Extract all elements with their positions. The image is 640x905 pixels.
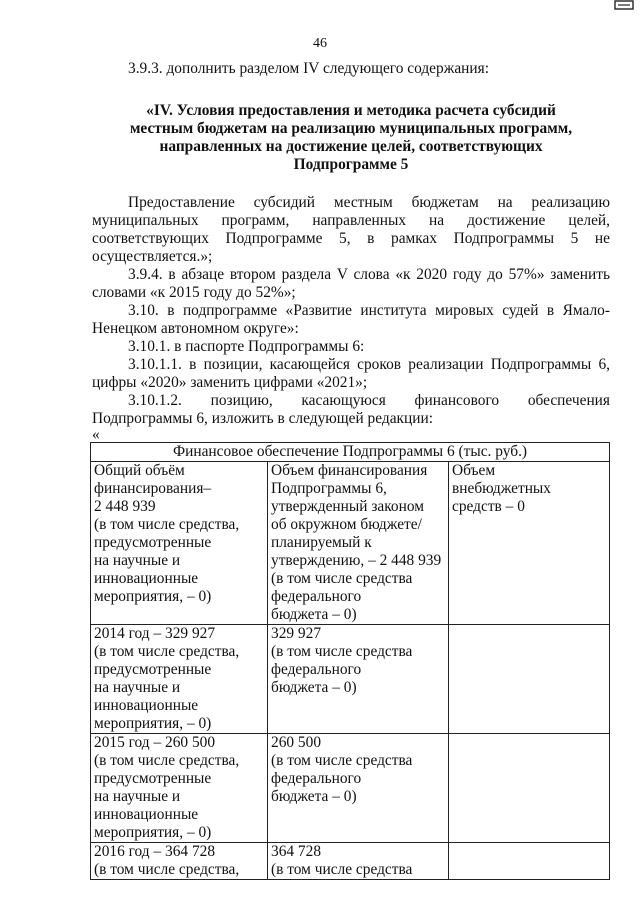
cell-line: (в том числе средства [271,570,413,587]
cell-line: Общий объём [94,462,185,479]
table-title: Финансовое обеспечение Подпрограммы 6 (тыс. руб.) [91,443,610,462]
table-row [91,625,610,734]
table-cell-empty [449,843,610,880]
cell-line: инновационные [94,697,199,714]
corner-mark-icon [614,0,634,12]
cell-line: Подпрограммы 6, [271,480,387,497]
cell-line: мероприятия, – 0) [94,715,212,732]
cell-line: 364 728 [271,843,322,860]
cell-line: 2014 год – 329 927 [94,625,216,642]
cell-line: на научные и [94,679,181,696]
table-cell [91,843,268,880]
table-cell [91,734,268,843]
heading-line: местным бюджетам на реализацию муниципальных программ, [129,120,573,137]
cell-line: (в том числе средства [271,861,413,878]
table-cell [268,734,449,843]
paragraph-subsidy: Предоставление субсидий местным бюджетам на реализацию муниципальных программ, направленных на достижение целей, соответствующих Подпрограмме 5, в рамках Подпрограммы 5 не осуществляется.»; [92,194,610,265]
cell-line: Объем [452,462,496,479]
cell-line: (в том числе средства, [94,861,240,878]
cell-line: (в том числе средства, [94,752,240,769]
cell-line: предусмотренные [94,661,212,678]
cell-line: федерального [271,661,362,678]
section-heading [92,102,610,174]
paragraph-3-10-1: 3.10.1. в паспорте Подпрограммы 6: [128,338,365,355]
cell-line: мероприятия, – 0) [94,588,212,605]
cell-line: бюджета – 0) [271,606,357,623]
table-cell [449,462,610,625]
cell-line: предусмотренные [94,770,212,787]
cell-line: 2015 год – 260 500 [94,734,216,751]
table-cell [91,462,268,625]
heading-line: направленных на достижение целей, соответствующих [159,138,543,155]
cell-line: (в том числе средства, [94,643,240,660]
heading-line: Подпрограмме 5 [293,156,409,173]
cell-line: 329 927 [271,625,322,642]
cell-line: об окружном бюджете/ [271,516,422,533]
cell-line: внебюджетных [452,480,551,497]
paragraph-3-10-1-2: 3.10.1.2. позицию, касающуюся финансового обеспечения Подпрограммы 6, изложить в следующей редакции: [92,392,610,427]
table-row [91,843,610,880]
cell-line: инновационные [94,806,199,823]
table-row [91,734,610,843]
table-header-row [91,443,610,462]
cell-line: планируемый к [271,534,372,551]
cell-line: 2016 год – 364 728 [94,843,216,860]
paragraph-3-10-1-1: 3.10.1.1. в позиции, касающейся сроков реализации Подпрограммы 6, цифры «2020» заменить цифрами «2021»; [92,356,610,391]
paragraph-3-10: 3.10. в подпрограмме «Развитие института мировых судей в Ямало-Ненецком автономном округе»: [92,302,610,337]
cell-line: на научные и [94,552,181,569]
cell-line: 2 448 939 [94,498,156,515]
cell-line: Объем финансирования [271,462,428,479]
document-body [92,60,610,880]
cell-line: федерального [271,588,362,605]
heading-line: «IV. Условия предоставления и методика расчета субсидий [146,102,556,119]
cell-line: (в том числе средства [271,643,413,660]
cell-line: утверждению, – 2 448 939 [271,552,442,569]
cell-line: средств – 0 [452,498,525,515]
table-cell-empty [449,625,610,734]
paragraph-3-9-4: 3.9.4. в абзаце втором раздела V слова «к 2020 году до 57%» заменить словами «к 2015 году до 52%»; [92,266,610,301]
cell-line: мероприятия, – 0) [94,824,212,841]
cell-line: 260 500 [271,734,322,751]
cell-line: (в том числе средства, [94,516,240,533]
paragraph-3-9-3: 3.9.3. дополнить разделом IV следующего содержания: [128,60,489,77]
table-cell-empty [449,734,610,843]
cell-line: инновационные [94,570,199,587]
opening-quote: « [92,426,100,443]
cell-line: бюджета – 0) [271,788,357,805]
cell-line: утвержденный законом [271,498,424,515]
page-number: 46 [313,36,327,51]
cell-line: финансирования– [94,480,212,497]
cell-line: на научные и [94,788,181,805]
table-cell [268,462,449,625]
table-cell [268,625,449,734]
cell-line: (в том числе средства [271,752,413,769]
cell-line: федерального [271,770,362,787]
table-row [91,462,610,625]
table-cell [268,843,449,880]
cell-line: предусмотренные [94,534,212,551]
cell-line: бюджета – 0) [271,679,357,696]
table-cell [91,625,268,734]
finance-table [90,442,610,880]
